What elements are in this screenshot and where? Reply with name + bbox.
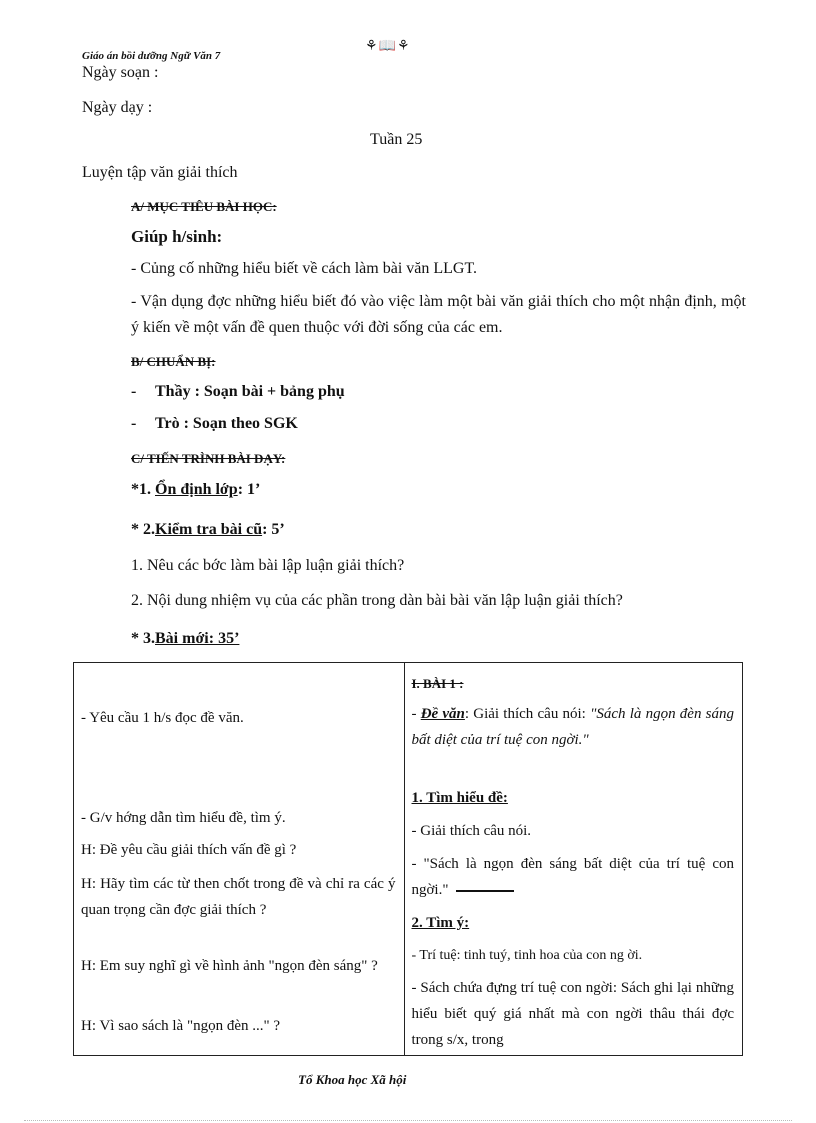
prompt-label: Đề văn — [420, 706, 465, 722]
step-1 — [131, 481, 260, 499]
question-keywords: H: Hãy tìm các từ then chốt trong đề và chỉ ra các ý quan trọng cần đợc giải thích ? — [81, 876, 396, 918]
prompt-quote: "Sách là ngọn đèn sáng bất diệt của trí tuệ con ngời." — [411, 706, 734, 748]
step-2-prefix: * 2. — [131, 521, 155, 538]
section-a-sub: Giúp h/sinh: — [131, 227, 223, 246]
ideas-item-2: - Sách chứa đựng trí tuệ con ngời: Sách ghi lại những hiểu biết quý giá nhất mà con ngời thâu thái đợc trong s/x, trong — [411, 980, 734, 1048]
lesson-title: Luyện tập văn giải thích — [82, 164, 238, 181]
week-label: Tuần 25 — [370, 131, 423, 148]
exercise-prompt — [412, 701, 735, 753]
exercise-heading: I. BÀI 1 : — [411, 676, 464, 691]
step-1-suffix: : 1’ — [237, 481, 261, 498]
running-header: Giáo án bồi dưỡng Ngữ Văn 7 — [82, 50, 221, 62]
question-why: H: Vì sao sách là "ngọn đèn ..." ? — [81, 1018, 281, 1034]
content-column — [404, 663, 743, 1056]
step-1-label: Ổn định lớp — [155, 481, 238, 498]
footer: Tổ Khoa học Xã hội — [298, 1072, 407, 1087]
book-icon: ⚘📖⚘ — [365, 39, 411, 54]
section-a-heading: A/ MỤC TIÊU BÀI HỌC: — [131, 199, 277, 214]
understand-item-2 — [412, 851, 735, 903]
objective-1: - Củng cố những hiểu biết về cách làm bài văn LLGT. — [131, 260, 478, 277]
question-topic: H: Đề yêu cầu giải thích vấn đề gì ? — [81, 842, 297, 858]
understand-quote: - "Sách là ngọn đèn sáng bất diệt của trí tuệ con ngời." — [411, 856, 734, 898]
prompt-dash: - — [411, 706, 421, 722]
prep-student: Trò : Soạn theo SGK — [155, 415, 298, 432]
ideas-item-1: - Trí tuệ: tinh tuý, tinh hoa của con ng ời. — [411, 948, 643, 963]
prep-date: Ngày soạn : — [82, 64, 159, 81]
review-question-2: 2. Nội dung nhiệm vụ của các phần trong dàn bài bài văn lập luận giải thích? — [131, 592, 623, 609]
activity-guide: - G/v hớng dẫn tìm hiểu đề, tìm ý. — [81, 810, 286, 826]
page-divider — [24, 1120, 792, 1121]
understand-item-1: - Giải thích câu nói. — [411, 823, 532, 839]
teacher-activity-column — [74, 663, 405, 1056]
step-3-label: Bài mới: 35’ — [155, 630, 240, 647]
objective-2-text: - Vận dụng đợc những hiểu biết đó vào việc làm một bài văn giải thích cho một nhận định, một ý kiến về một vấn đề quen thuộc với đời sống của các em. — [131, 293, 746, 336]
step-3 — [131, 630, 239, 648]
review-question-1: 1. Nêu các bớc làm bài lập luận giải thích? — [131, 557, 405, 574]
step-1-prefix: *1. — [131, 481, 155, 498]
teach-date: Ngày dạy : — [82, 99, 153, 116]
step-2 — [131, 521, 285, 539]
prep-teacher: Thầy : Soạn bài + bảng phụ — [155, 383, 345, 400]
objective-2 — [82, 289, 746, 341]
section-c-heading: C/ TIẾN TRÌNH BÀI DẠY: — [131, 451, 286, 466]
section-b-heading: B/ CHUẨN BỊ: — [131, 354, 216, 369]
prep-dash-2: - — [131, 415, 137, 432]
step-2-label: Kiểm tra bài cũ — [155, 521, 263, 538]
step-3-prefix: * 3. — [131, 630, 155, 647]
question-lamp: H: Em suy nghĩ gì về hình ảnh "ngọn đèn sáng" ? — [81, 958, 378, 974]
step-2-suffix: : 5’ — [262, 521, 285, 538]
lesson-table — [73, 662, 743, 1056]
activity-read: - Yêu cầu 1 h/s đọc đề văn. — [81, 710, 244, 726]
step-ideas-heading: 2. Tìm ý: — [411, 915, 470, 931]
prompt-colon: : Giải thích câu nói: — [464, 706, 591, 722]
arrow-line — [456, 890, 514, 892]
prep-dash-1: - — [131, 383, 137, 400]
step-understand-heading: 1. Tìm hiểu đề: — [411, 790, 508, 806]
